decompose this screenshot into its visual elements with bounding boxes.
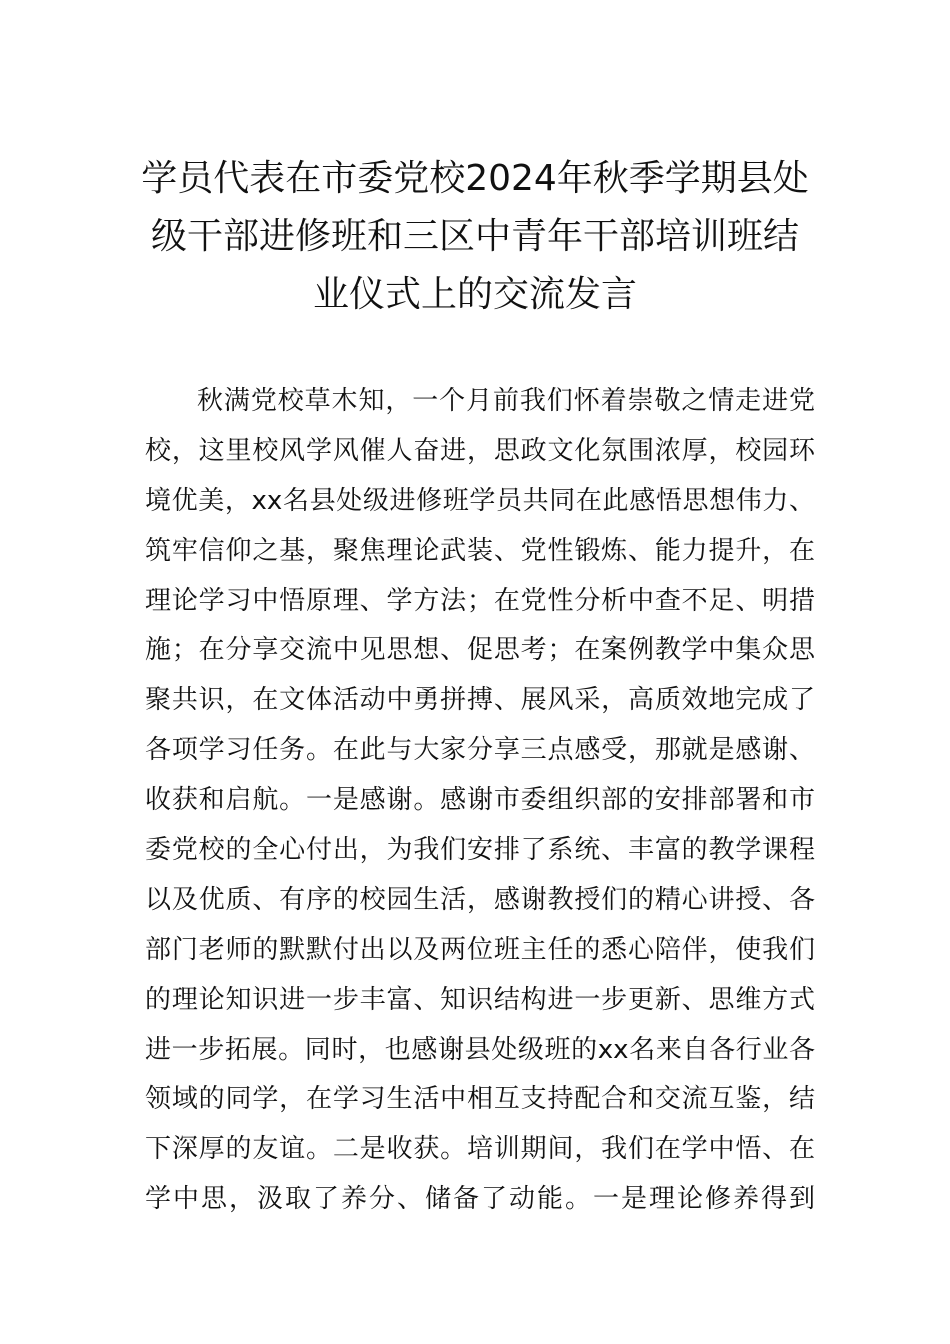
body-line: 委党校的全心付出，为我们安排了系统、丰富的教学课程 bbox=[145, 835, 815, 866]
title-line: 级干部进修班和三区中青年干部培训班结 bbox=[150, 216, 799, 257]
body-line: 部门老师的默默付出以及两位班主任的悉心陪伴，使我们 bbox=[145, 934, 815, 965]
body-line: 领域的同学，在学习生活中相互支持配合和交流互鉴，结 bbox=[145, 1084, 815, 1115]
body-line: 理论学习中悟原理、学方法；在党性分析中查不足、明措 bbox=[145, 585, 815, 616]
body-line: 筑牢信仰之基，聚焦理论武装、党性锻炼、能力提升，在 bbox=[145, 535, 815, 566]
body-line: 的理论知识进一步丰富、知识结构进一步更新、思维方式 bbox=[145, 984, 815, 1015]
document-title bbox=[120, 150, 830, 324]
body-line: 下深厚的友谊。二是收获。培训期间，我们在学中悟、在 bbox=[145, 1134, 815, 1165]
body-line: 以及优质、有序的校园生活，感谢教授们的精心讲授、各 bbox=[145, 884, 815, 915]
body-line: 境优美，xx名县处级进修班学员共同在此感悟思想伟力、 bbox=[145, 485, 815, 516]
body-line: 各项学习任务。在此与大家分享三点感受，那就是感谢、 bbox=[145, 735, 815, 766]
body-line: 收获和启航。一是感谢。感谢市委组织部的安排部署和市 bbox=[145, 785, 815, 816]
title-line: 学员代表在市委党校2024年秋季学期县处 bbox=[141, 158, 809, 199]
body-paragraph bbox=[145, 377, 815, 1225]
body-line: 校，这里校风学风催人奋进，思政文化氛围浓厚，校园环 bbox=[145, 435, 815, 466]
title-line: 业仪式上的交流发言 bbox=[312, 274, 637, 315]
body-line: 聚共识，在文体活动中勇拼搏、展风采，高质效地完成了 bbox=[145, 685, 815, 716]
body-line: 施；在分享交流中见思想、促思考；在案例教学中集众思 bbox=[145, 635, 815, 666]
body-line: 秋满党校草木知，一个月前我们怀着崇敬之情走进党 bbox=[197, 386, 815, 416]
body-line: 进一步拓展。同时，也感谢县处级班的xx名来自各行业各 bbox=[145, 1034, 815, 1065]
body-line: 学中思，汲取了养分、储备了动能。一是理论修养得到 bbox=[145, 1184, 815, 1215]
